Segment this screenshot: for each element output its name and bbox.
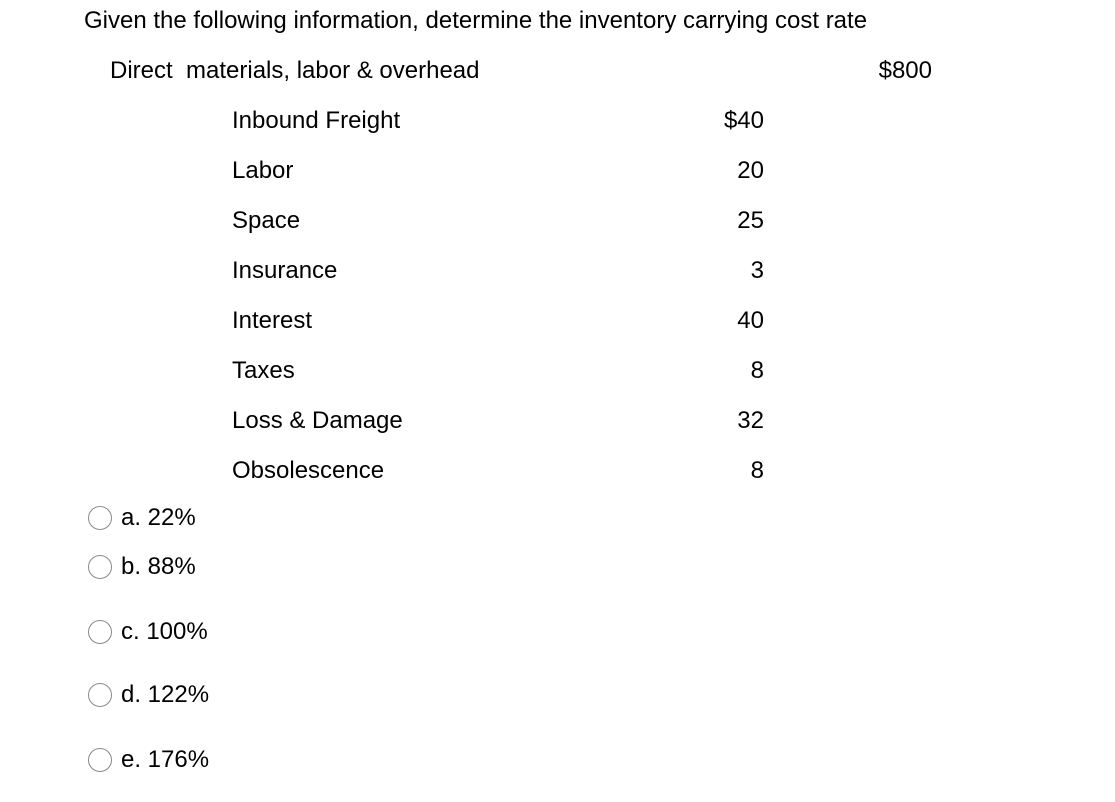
answer-option-b[interactable] [88, 552, 196, 582]
cost-item-label: Space [232, 207, 301, 234]
answer-option-c[interactable] [88, 617, 208, 647]
main-item-label: Direct materials, labor & overhead [110, 57, 480, 84]
option-label[interactable]: b. 88% [121, 553, 196, 580]
option-label[interactable]: e. 176% [121, 746, 210, 773]
cost-item-value: 40 [737, 307, 764, 334]
cost-item-value: 20 [737, 157, 764, 184]
cost-item-label: Inbound Freight [232, 107, 401, 134]
cost-item-label: Loss & Damage [232, 407, 403, 434]
option-label[interactable]: c. 100% [121, 618, 208, 645]
cost-item-value: 25 [737, 207, 764, 234]
question-prompt: Given the following information, determine the inventory carrying cost rate [84, 7, 868, 34]
answer-option-e[interactable] [88, 745, 209, 775]
option-label[interactable]: d. 122% [121, 681, 210, 708]
cost-item-value: 8 [750, 457, 764, 484]
cost-item-value: 32 [737, 407, 764, 434]
radio-button[interactable] [88, 555, 112, 579]
cost-item-label: Labor [232, 157, 294, 184]
cost-item-label: Insurance [232, 257, 338, 284]
cost-item-label: Interest [232, 307, 313, 334]
option-label[interactable]: a. 22% [121, 504, 196, 531]
radio-button[interactable] [88, 748, 112, 772]
answer-option-a[interactable] [88, 503, 196, 533]
cost-item-label: Obsolescence [232, 457, 385, 484]
cost-item-value: 3 [750, 257, 764, 284]
cost-item-value: $40 [723, 107, 764, 134]
main-item-value: $800 [878, 57, 932, 84]
answer-option-d[interactable] [88, 680, 209, 710]
cost-item-label: Taxes [232, 357, 295, 384]
radio-button[interactable] [88, 620, 112, 644]
radio-button[interactable] [88, 506, 112, 530]
radio-button[interactable] [88, 683, 112, 707]
cost-item-value: 8 [750, 357, 764, 384]
